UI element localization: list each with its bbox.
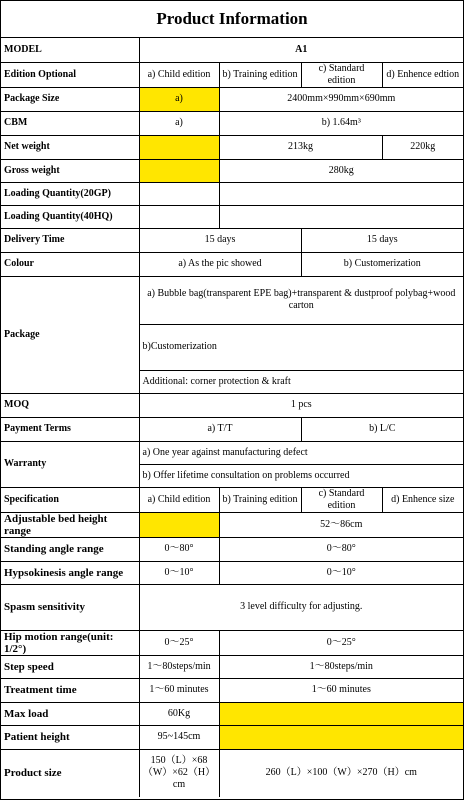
net-weight-value-2: 220kg — [382, 135, 463, 159]
model-label: MODEL — [1, 38, 139, 62]
warranty-label: Warranty — [1, 441, 139, 487]
row-bed-height — [1, 512, 463, 537]
net-weight-label: Net weight — [1, 135, 139, 159]
loading-40hq-label: Loading Quantity(40HQ) — [1, 205, 139, 228]
row-payment — [1, 417, 463, 441]
colour-b: b) Customerization — [301, 252, 463, 276]
warranty-b: b) Offer lifetime consultation on problems occurred — [139, 464, 463, 487]
step-speed-label: Step speed — [1, 655, 139, 678]
row-package-size — [1, 87, 463, 111]
row-edition — [1, 62, 463, 87]
max-load-label: Max load — [1, 702, 139, 725]
treatment-b: 1～60 minutes — [219, 678, 463, 702]
row-hypsokinesis — [1, 561, 463, 584]
moq-value: 1 pcs — [139, 393, 463, 417]
loading-40hq-empty — [139, 205, 219, 228]
row-warranty-a — [1, 441, 463, 464]
hip-motion-label: Hip motion range(unit: 1/2°) — [1, 630, 139, 655]
product-size-a: 150（L）×68（W）×62（H）cm — [139, 749, 219, 797]
page-title: Product Information — [1, 1, 463, 38]
gross-weight-value: 280kg — [219, 159, 463, 182]
delivery-label: Delivery Time — [1, 228, 139, 252]
row-specification — [1, 487, 463, 512]
hypsokinesis-a: 0～10° — [139, 561, 219, 584]
specification-a: a) Child edition — [139, 487, 219, 512]
row-gross-weight — [1, 159, 463, 182]
row-hip-motion — [1, 630, 463, 655]
hypsokinesis-label: Hypsokinesis angle range — [1, 561, 139, 584]
gross-weight-label: Gross weight — [1, 159, 139, 182]
hip-motion-b: 0～25° — [219, 630, 463, 655]
cbm-value: b) 1.64m³ — [219, 111, 463, 135]
row-loading-40hq — [1, 205, 463, 228]
row-treatment — [1, 678, 463, 702]
net-weight-highlight — [139, 135, 219, 159]
package-size-a: a) — [139, 87, 219, 111]
spasm-value: 3 level difficulty for adjusting. — [139, 584, 463, 630]
treatment-label: Treatment time — [1, 678, 139, 702]
row-cbm — [1, 111, 463, 135]
row-moq — [1, 393, 463, 417]
specification-label: Specification — [1, 487, 139, 512]
row-net-weight — [1, 135, 463, 159]
bed-height-value: 52～86cm — [219, 512, 463, 537]
package-c: Additional: corner protection & kraft — [139, 370, 463, 393]
net-weight-value-1: 213kg — [219, 135, 382, 159]
cbm-a: a) — [139, 111, 219, 135]
step-speed-b: 1～80steps/min — [219, 655, 463, 678]
moq-label: MOQ — [1, 393, 139, 417]
row-package-a — [1, 276, 463, 324]
hip-motion-a: 0～25° — [139, 630, 219, 655]
package-b: b)Customerization — [139, 324, 463, 370]
loading-20gp-empty — [139, 182, 219, 205]
row-loading-20gp — [1, 182, 463, 205]
payment-b: b) L/C — [301, 417, 463, 441]
warranty-a: a) One year against manufacturing defect — [139, 441, 463, 464]
edition-label: Edition Optional — [1, 62, 139, 87]
loading-40hq-value — [219, 205, 463, 228]
delivery-value-1: 15 days — [139, 228, 301, 252]
step-speed-a: 1～80steps/min — [139, 655, 219, 678]
loading-20gp-label: Loading Quantity(20GP) — [1, 182, 139, 205]
spasm-label: Spasm sensitivity — [1, 584, 139, 630]
specification-b: b) Training edition — [219, 487, 301, 512]
delivery-value-2: 15 days — [301, 228, 463, 252]
edition-c: c) Standard edition — [301, 62, 382, 87]
row-product-size — [1, 749, 463, 797]
loading-20gp-value — [219, 182, 463, 205]
specification-d: d) Enhence size — [382, 487, 463, 512]
package-size-value: 2400mm×990mm×690mm — [219, 87, 463, 111]
standing-b: 0～80° — [219, 537, 463, 561]
row-colour — [1, 252, 463, 276]
payment-a: a) T/T — [139, 417, 301, 441]
treatment-a: 1～60 minutes — [139, 678, 219, 702]
row-model — [1, 38, 463, 62]
package-size-label: Package Size — [1, 87, 139, 111]
max-load-highlight — [219, 702, 463, 725]
colour-label: Colour — [1, 252, 139, 276]
product-size-b: 260（L）×100（W）×270（H）cm — [219, 749, 463, 797]
package-label: Package — [1, 276, 139, 393]
max-load-a: 60Kg — [139, 702, 219, 725]
patient-height-label: Patient height — [1, 725, 139, 749]
hypsokinesis-b: 0～10° — [219, 561, 463, 584]
patient-height-highlight — [219, 725, 463, 749]
row-max-load — [1, 702, 463, 725]
row-delivery — [1, 228, 463, 252]
bed-height-highlight — [139, 512, 219, 537]
row-step-speed — [1, 655, 463, 678]
row-spasm — [1, 584, 463, 630]
specification-c: c) Standard edition — [301, 487, 382, 512]
standing-label: Standing angle range — [1, 537, 139, 561]
spec-table — [1, 38, 463, 797]
product-size-label: Product size — [1, 749, 139, 797]
colour-a: a) As the pic showed — [139, 252, 301, 276]
payment-label: Payment Terms — [1, 417, 139, 441]
edition-d: d) Enhence edtion — [382, 62, 463, 87]
gross-weight-highlight — [139, 159, 219, 182]
edition-b: b) Training edition — [219, 62, 301, 87]
edition-a: a) Child edition — [139, 62, 219, 87]
row-standing — [1, 537, 463, 561]
model-value: A1 — [139, 38, 463, 62]
cbm-label: CBM — [1, 111, 139, 135]
standing-a: 0～80° — [139, 537, 219, 561]
row-patient-height — [1, 725, 463, 749]
patient-height-a: 95~145cm — [139, 725, 219, 749]
package-a: a) Bubble bag(transparent EPE bag)+transparent & dustproof polybag+wood carton — [139, 276, 463, 324]
bed-height-label: Adjustable bed height range — [1, 512, 139, 537]
